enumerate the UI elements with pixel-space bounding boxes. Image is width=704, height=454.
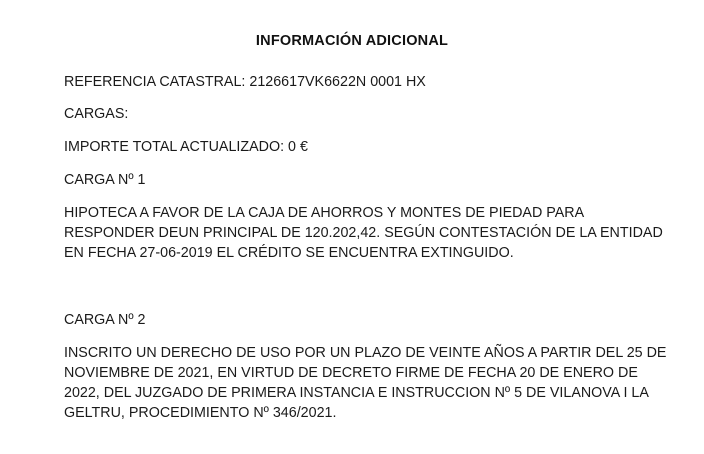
page-title: INFORMACIÓN ADICIONAL [255,33,449,49]
total-amount-text: IMPORTE TOTAL ACTUALIZADO: 0 € [64,139,308,155]
charges-label-text: CARGAS: [64,106,129,122]
charge-2-heading-block [64,310,668,330]
charges-label-block [64,104,668,124]
charge-2-body-text: INSCRITO UN DERECHO DE USO POR UN PLAZO DE VEINTE AÑOS A PARTIR DEL 25 DE NOVIEMBRE DE 2021, EN VIRTUD DE DECRETO FIRME DE FECHA 20 DE ENERO DE 2022, DEL JUZGADO DE PRIMERA INSTANCIA E INSTRUCCION Nº 5 DE VILANOVA I LA GELTRU, PROCEDIMIENTO Nº 346/2021. [64,345,667,421]
charge-1-body-text: HIPOTECA A FAVOR DE LA CAJA DE AHORROS Y MONTES DE PIEDAD PARA RESPONDER DEUN PRINCIPAL DE 120.202,42. SEGÚN CONTESTACIÓN DE LA ENTIDAD EN FECHA 27-06-2019 EL CRÉDITO SE ENCUENTRA EXTINGUIDO. [64,205,663,261]
charge-1-body-block [64,203,668,263]
charge-1-heading-text: CARGA Nº 1 [64,172,146,188]
cadastral-reference-text: REFERENCIA CATASTRAL: 2126617VK6622N 0001 HX [64,74,426,90]
charge-1-heading-block [64,170,668,190]
total-amount-block [64,137,668,157]
charge-2-body-block [64,343,668,423]
charge-2-heading-text: CARGA Nº 2 [64,312,146,328]
cadastral-reference-block [64,72,668,92]
